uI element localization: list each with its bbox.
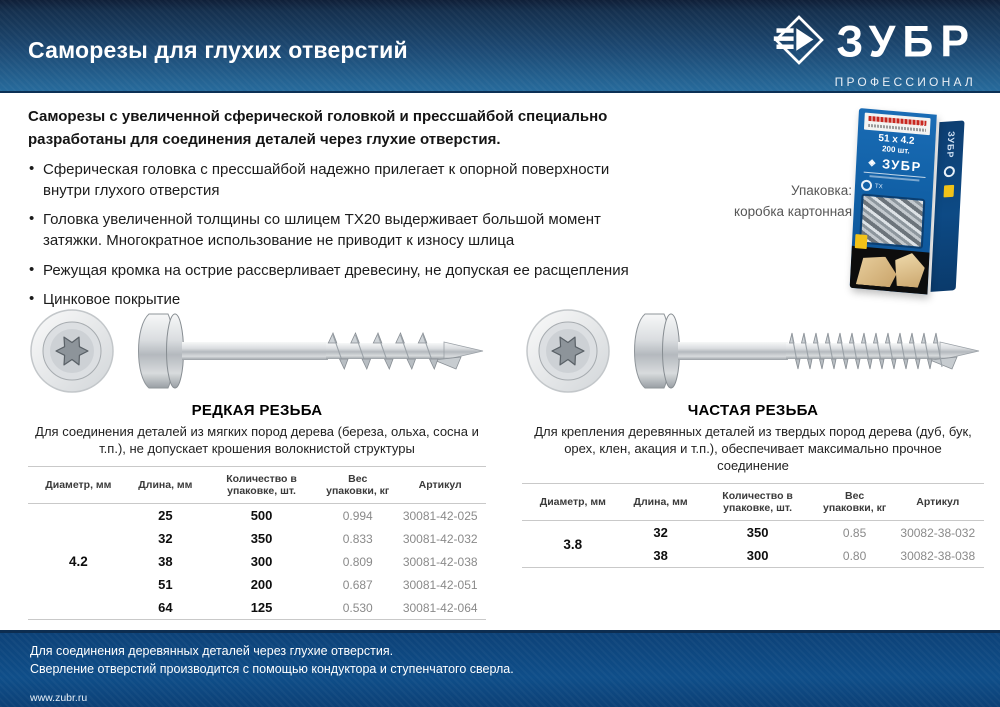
brand-subtitle: ПРОФЕССИОНАЛ <box>834 75 976 89</box>
box-side-face <box>931 120 965 292</box>
qty-value: 350 <box>250 531 273 547</box>
torx-ring-icon <box>944 166 956 178</box>
table-row <box>522 521 984 545</box>
table-description-sparse: Для соединения деталей из мягких пород дерева (береза, ольха, сосна и т.п.), не допускает крошения волокнистой структуры <box>35 424 479 457</box>
packaging-caption: Упаковка: коробка картонная <box>734 183 852 219</box>
col-header-length: Длина, мм <box>129 467 202 504</box>
box-side-brand: ЗУБР <box>945 130 957 159</box>
footer-note-line1: Для соединения деревянных деталей через глухие отверстия. <box>30 644 394 658</box>
box-size-label: 51 х 4.2 <box>878 132 915 147</box>
feature-item: • Сферическая головка с прессшайбой надежно прилегает к опорной поверхности внутри глухого отверстия <box>28 160 658 201</box>
mini-arrow-icon: ◈ <box>868 157 878 168</box>
weight-value: 0.80 <box>818 544 892 568</box>
box-yellow-badge <box>855 234 868 249</box>
weight-value: 0.530 <box>321 596 394 620</box>
col-header-diameter: Диаметр, мм <box>522 484 624 521</box>
length-value: 64 <box>129 596 202 620</box>
weight-value: 0.809 <box>342 554 373 569</box>
header-banner <box>0 0 1000 93</box>
box-count-label: 200 шт. <box>881 144 910 156</box>
screw-head-top-view <box>527 310 609 392</box>
box-wood-image <box>850 246 930 295</box>
col-header-length: Длина, мм <box>624 484 698 521</box>
table-description-dense: Для крепления деревянных деталей из твердых пород дерева (дуб, бук, орех, клен, акация и т.п.), обеспечивает максимально прочное соединение <box>534 424 972 474</box>
col-header-article: Артикул <box>394 467 486 504</box>
length-value: 32 <box>158 531 173 547</box>
brand-name: ЗУБР <box>836 17 976 67</box>
table-header-row <box>522 484 984 521</box>
box-front-face <box>850 108 937 295</box>
yellow-badge <box>943 185 954 198</box>
page-title: Саморезы для глухих отверстий <box>28 37 408 63</box>
col-header-weight: Вес упаковки, кг <box>818 484 892 521</box>
weight-value: 0.85 <box>842 525 867 540</box>
qty-value: 300 <box>698 544 818 568</box>
table-row <box>28 504 486 528</box>
col-header-diameter: Диаметр, мм <box>28 467 129 504</box>
weight-value: 0.687 <box>342 577 373 592</box>
product-section-dense-thread <box>522 308 984 568</box>
footer-banner <box>0 630 1000 707</box>
table-title-dense: ЧАСТАЯ РЕЗЬБА <box>687 402 819 419</box>
screw-image-sparse <box>28 308 486 394</box>
screw-side-view <box>139 314 484 388</box>
col-header-weight: Вес упаковки, кг <box>321 467 394 504</box>
diameter-value: 4.2 <box>28 504 129 620</box>
qty-value: 125 <box>202 596 321 620</box>
length-value: 38 <box>624 544 698 568</box>
box-screws-window <box>859 193 925 249</box>
article-value: 30081-42-064 <box>394 596 486 620</box>
feature-item: • Режущая кромка на острие рассверливает древесину, не допуская ее расщепления <box>28 261 658 282</box>
col-header-article: Артикул <box>892 484 984 521</box>
col-header-qty: Количество в упаковке, шт. <box>202 467 321 504</box>
spec-table-sparse <box>28 466 486 620</box>
article-value: 30081-42-025 <box>402 508 478 523</box>
table-title-sparse: РЕДКАЯ РЕЗЬБА <box>191 402 323 419</box>
screw-side-view <box>635 314 980 388</box>
zubr-logo-icon <box>772 13 826 72</box>
weight-value: 0.994 <box>342 508 373 523</box>
screw-head-top-view <box>31 310 113 392</box>
weight-value: 0.833 <box>342 531 373 546</box>
website-url: www.zubr.ru <box>30 692 88 705</box>
length-value: 25 <box>158 508 173 524</box>
diameter-value: 3.8 <box>522 521 624 568</box>
qty-value: 500 <box>250 508 273 524</box>
length-value: 51 <box>158 577 173 593</box>
intro-paragraph: Саморезы с увеличенной сферической головкой и прессшайбой специально разработаны для соединения деталей через глухие отверстия. <box>28 108 608 148</box>
table-header-row <box>28 467 486 504</box>
feature-item: • Цинковое покрытие <box>28 290 658 311</box>
product-box-photo <box>849 109 965 302</box>
article-value: 30081-42-051 <box>402 577 478 592</box>
spec-table-dense <box>522 483 984 568</box>
qty-value: 350 <box>746 525 769 541</box>
length-value: 32 <box>653 525 668 541</box>
feature-item: • Головка увеличенной толщины со шлицем ТХ20 выдерживает большой момент затяжки. Многократное использование не приводит к износу шлица <box>28 210 658 251</box>
article-value: 30081-42-038 <box>402 554 478 569</box>
qty-value: 300 <box>250 554 273 570</box>
col-header-qty: Количество в упаковке, шт. <box>698 484 818 521</box>
article-value: 30082-38-032 <box>900 525 976 540</box>
article-value: 30081-42-032 <box>402 531 478 546</box>
box-brand-label: ◈ ЗУБР <box>868 156 923 175</box>
length-value: 38 <box>158 554 173 570</box>
qty-value: 200 <box>250 577 273 593</box>
feature-list <box>28 160 658 320</box>
box-torx-icon: TX <box>861 179 933 196</box>
article-value: 30082-38-038 <box>892 544 984 568</box>
product-section-sparse-thread <box>28 308 486 620</box>
footer-note-line2: Сверление отверстий производится с помощью кондуктора и ступенчатого сверла. <box>30 662 514 677</box>
brand-block <box>772 13 976 89</box>
screw-image-dense <box>522 308 984 394</box>
